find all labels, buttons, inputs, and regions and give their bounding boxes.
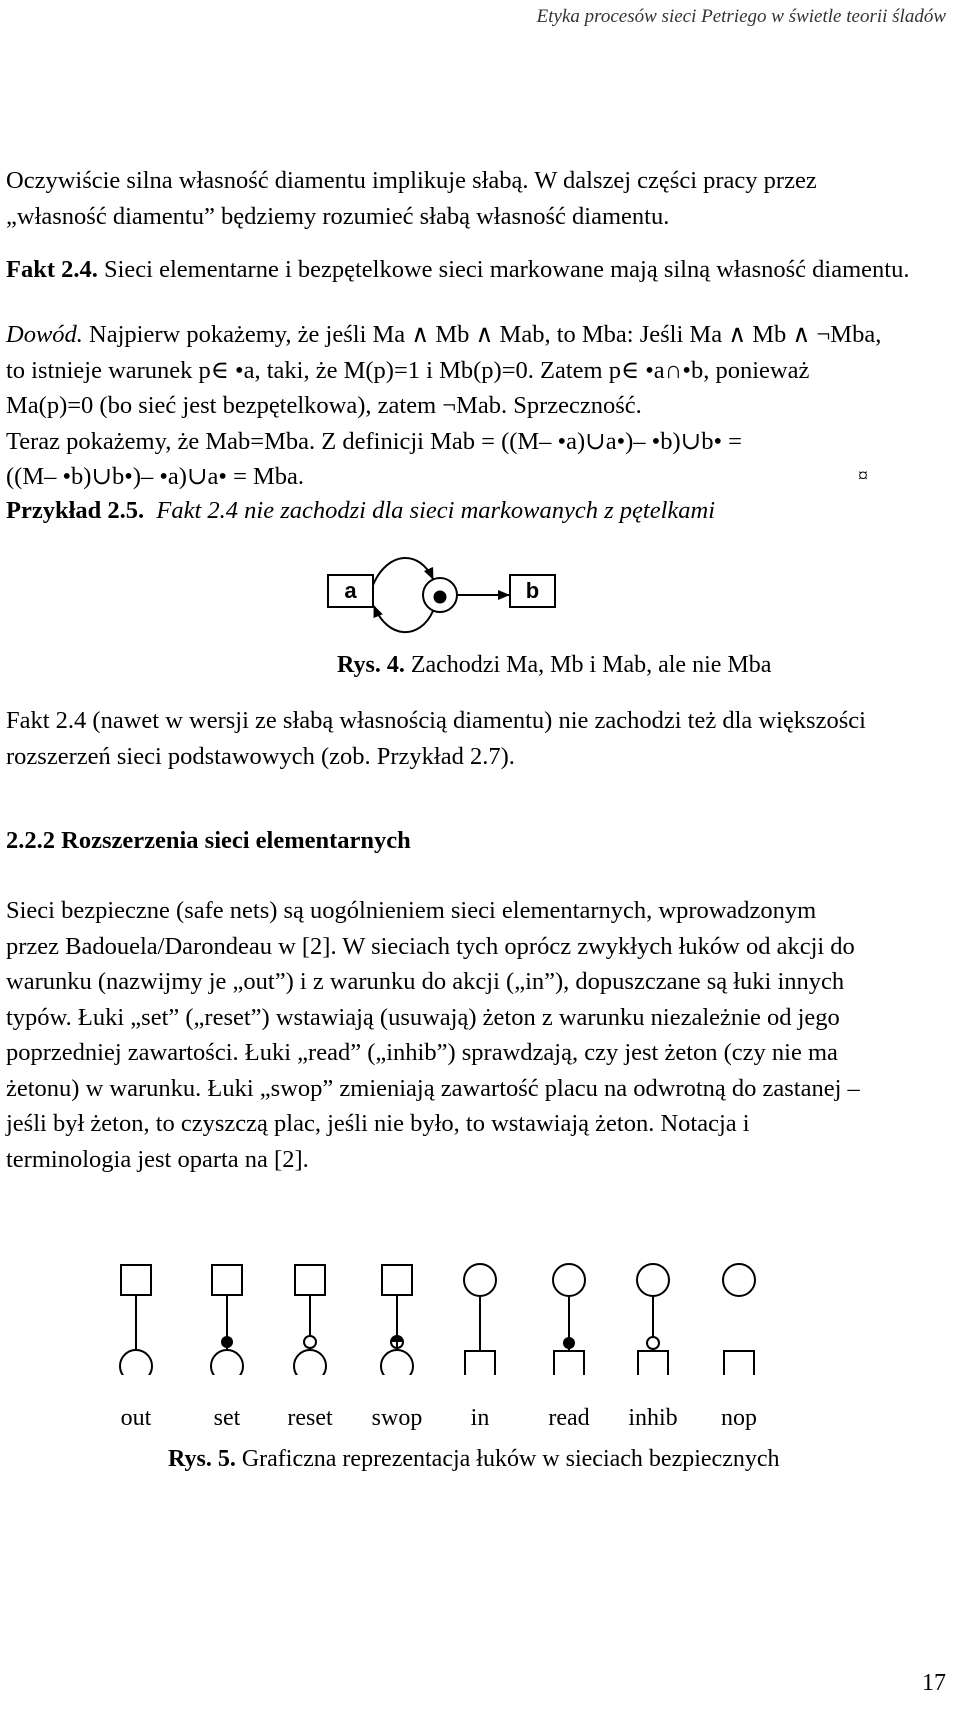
text-line xyxy=(6,1071,956,1107)
arc-swop xyxy=(381,1265,413,1375)
arc-a-to-place xyxy=(373,558,433,585)
arc-set xyxy=(211,1265,243,1375)
arc-out xyxy=(120,1265,152,1375)
figure-4-petri-net xyxy=(300,540,620,640)
arc-label: reset xyxy=(287,1405,333,1431)
figure-4-caption xyxy=(337,652,771,679)
safe-nets-paragraph xyxy=(6,893,956,1177)
fact-label: Fakt 2.4. xyxy=(6,256,98,283)
fact-2-4 xyxy=(6,252,956,288)
text-span: Sieci bezpieczne (safe nets) są uogólnieniem sieci elementarnych, wprowadzonym xyxy=(6,897,817,924)
proof-line-3: Ma(p)=0 (bo sieć jest bezpętelkowa), zatem ¬Mab. Sprzeczność. xyxy=(6,392,642,419)
text-span: ((M– •b)∪b•)– •a)∪a• = Mba. xyxy=(6,463,305,490)
caption-label: Rys. 5. xyxy=(168,1446,236,1472)
text-span: Fakt 2.4 (nawet w wersji ze słabą własnością diamentu) nie zachodzi też dla większości xyxy=(6,707,866,734)
running-head: Etyka procesów sieci Petriego w świetle teorii śladów xyxy=(536,6,946,27)
text-line xyxy=(6,929,956,965)
text-span: Najpierw pokażemy, że jeśli Ma ∧ Mb ∧ Mab, to Mba: Jeśli Ma ∧ Mb ∧ ¬Mba, xyxy=(82,321,882,348)
figure-5-labels xyxy=(100,1405,860,1439)
text-span: Oczywiście silna własność diamentu implikuje słabą. W dalszej części pracy przez xyxy=(6,167,817,194)
proof-line-1 xyxy=(6,317,956,353)
example-text: Fakt 2.4 nie zachodzi dla sieci markowanych z pętelkami xyxy=(156,497,716,524)
arc-label: out xyxy=(120,1405,152,1431)
text-span: typów. Łuki „set” („reset”) wstawiają (usuwają) żeton z warunku niezależnie od jego xyxy=(6,1003,840,1031)
arc-inhib xyxy=(637,1264,669,1375)
text-line: rozszerzeń sieci podstawowych (zob. Przykład 2.7). xyxy=(6,742,515,770)
text-span: poprzedniej zawartości. Łuki „read” („inhib”) sprawdzają, czy jest żeton (czy nie ma xyxy=(6,1039,838,1066)
arc-label: in xyxy=(470,1405,490,1431)
arc-label: nop xyxy=(721,1405,757,1431)
figure-5-caption xyxy=(168,1446,780,1473)
page-number: 17 xyxy=(922,1670,946,1696)
text-line xyxy=(6,893,956,929)
arc-reset xyxy=(294,1265,326,1375)
caption-text: Graficzna reprezentacja łuków w sieciach bezpiecznych xyxy=(235,1446,780,1472)
text-line xyxy=(6,1000,956,1036)
figure-5-arc-types xyxy=(100,1255,860,1375)
transition-b-label: b xyxy=(525,578,540,603)
proof-line-4: Teraz pokażemy, że Mab=Mba. Z definicji Mab = ((M– •a)∪a•)– •b)∪b• = xyxy=(6,427,742,455)
proof xyxy=(6,317,956,495)
text-line: „własność diamentu” będziemy rozumieć słabą własność diamentu. xyxy=(6,202,670,230)
text-span: żetonu) w warunku. Łuki „swop” zmieniają zawartość placu na odwrotną do zastanej – xyxy=(6,1074,860,1102)
text-line xyxy=(6,163,956,199)
text-span: przez Badouela/Darondeau w [2]. W sieciach tych oprócz zwykłych łuków od akcji do xyxy=(6,932,855,960)
arc-label: swop xyxy=(371,1405,423,1431)
text-line xyxy=(6,703,956,739)
proof-line-2: to istnieje warunek p∈ •a, taki, że M(p)=1 i Mb(p)=0. Zatem p∈ •a∩•b, ponieważ xyxy=(6,356,810,384)
text-line: terminologia jest oparta na [2]. xyxy=(6,1145,309,1173)
text-line xyxy=(6,1106,956,1142)
qed-symbol: ¤ xyxy=(858,465,868,487)
text-span: warunku (nazwijmy je „out”) i z warunku do akcji („in”), dopuszczane są łuki innych xyxy=(6,968,845,995)
example-2-5 xyxy=(6,493,956,529)
proof-label: Dowód. xyxy=(6,321,83,348)
arc-read xyxy=(553,1264,585,1375)
text-span: jeśli był żeton, to czyszczą plac, jeśli nie było, to wstawiają żeton. Notacja i xyxy=(6,1110,750,1137)
example-label: Przykład 2.5. xyxy=(6,497,145,524)
text-line xyxy=(6,1035,956,1071)
arc-label: set xyxy=(213,1405,241,1431)
arc-place-to-a xyxy=(374,606,433,632)
fact-text: Sieci elementarne i bezpętelkowe sieci markowane mają silną własność diamentu. xyxy=(97,256,910,283)
arc-in xyxy=(464,1264,496,1375)
arc-nop xyxy=(723,1264,755,1375)
paragraph-fakt-note xyxy=(6,703,956,774)
token-dot xyxy=(434,591,447,604)
intro-paragraph xyxy=(6,163,956,234)
text-line xyxy=(6,964,956,1000)
section-heading: 2.2.2 Rozszerzenia sieci elementarnych xyxy=(6,827,411,854)
caption-text: Zachodzi Ma, Mb i Mab, ale nie Mba xyxy=(404,652,772,678)
arc-label: read xyxy=(548,1405,590,1431)
proof-line-5 xyxy=(6,459,956,495)
transition-a-label: a xyxy=(344,578,357,603)
arc-label: inhib xyxy=(628,1405,678,1431)
caption-label: Rys. 4. xyxy=(337,652,405,678)
